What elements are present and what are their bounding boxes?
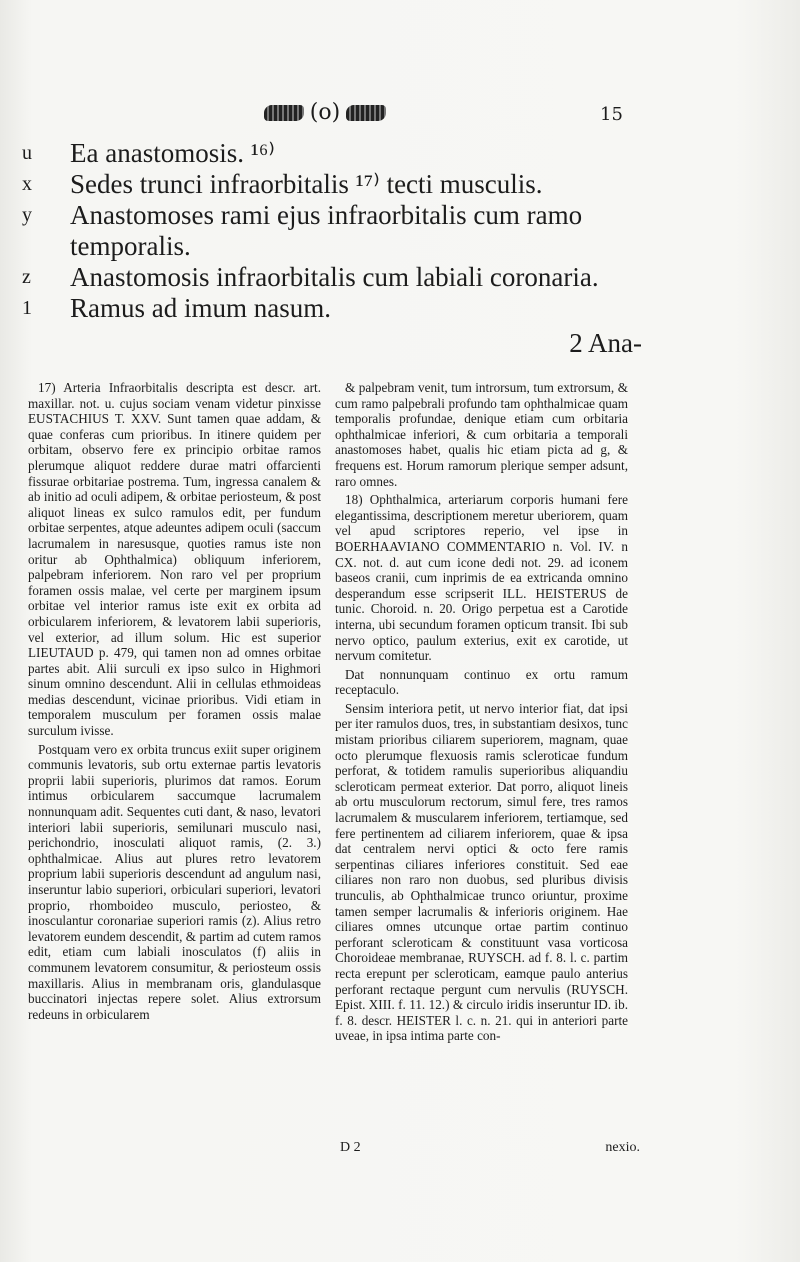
note-paragraph: Postquam vero ex orbita truncus exiit super originem communis levatoris, sub ortu externae partis levatoris proprii labii superioris, plurimos dat ramos. Eorum intimus orbicularem saccumque lacrumalem nonnunquam adit. Sequentes cuti dant, & naso, levatori interiori labii superioris, semilunari musculo nasi, perichondrio, inosculati aliquot ramis, (2. 3.) ophthalmicae. Alius aut plures retro levatorem proprium labii superioris descendunt ad angulum nasi, inseruntur labio superiori, orbiculari superiori, levatori proprio, rhomboideo musculo, periosteo, & inosculantur coronariae superiori ramis (z). Alius retro levatorem eundem descendit, & partim ad cutem ramos edit, etiam cum labiali inosculatos (f) aliis in communem levatorem consumitur, & periosteum ossis maxillaris. Alius in membranam oris, glandulasque buccinatori injectas repere solet. Alius extrorsum redeuns in orbicularem	[28, 741, 321, 1022]
legend-text: Ea anastomosis. ¹⁶⁾	[70, 138, 275, 168]
legend-item	[22, 169, 642, 200]
note-paragraph: & palpebram venit, tum introrsum, tum extrorsum, & cum ramo palpebrali profundo tam ophthalmicae quam temporalis profundae, denique etiam cum orbitaria ophthalmicae inferiori, & cum orbitaria a temporali anastomoses habet, qualis hic etiam picta ad g, & frequens est. Horum ramorum plerique semper adsunt, raro omnes.	[335, 380, 628, 489]
ornament-right-icon	[346, 105, 386, 121]
note-paragraph: Dat nonnunquam continuo ex ortu ramum receptaculo.	[335, 666, 628, 698]
notes-left-column	[28, 380, 321, 1047]
legend-text: Sedes trunci infraorbitalis ¹⁷⁾ tecti musculis.	[70, 169, 543, 199]
page-header	[240, 100, 410, 125]
note-paragraph: Sensim interiora petit, ut nervo interior fiat, dat ipsi per iter ramulos duos, tres, in substantiam desixos, tunc mistam prioribus ciliarem superiorem, magnam, quae octo plerumque flexuosis ramis scleroticae fundum perforat, & totidem ramulis superioribus aliquandiu scleroticam permeat exterior. Dat porro, aliquot lineis ab ortu musculorum rectorum, simul fere, tres ramos lacrumalem & muscularem inferiorem, tertiamque, sed fere pertinentem ad ciliarem inferiorem, quae & ipsa dat centralem nervi optici & octo fere ramis serpentinas ciliares inferiores constituit. Sed eae ciliares non raro non duobus, sed pluribus divisis trunculis, ab Ophthalmicae trunco oriuntur, proxime tamen semper lacrumalis & inferioris originem. Hae ciliares omnes utcunque ortae partim continuo perforant scleroticam & constituunt vasa vorticosa Choroideae membranae, RUYSCH. ad f. 8. l. c. partim recta erepunt per scleroticam, eamque paulo anterius perforant rectaque pergunt cum nervulis (RUYSCH. Epist. XIII. f. 11. 12.) & circulo iridis inseruntur ID. ib. f. 8. descr. HEISTER l. c. n. 21. qui in anteriori parte uveae, in ipsa intima parte con-	[335, 700, 628, 1044]
legend-mark: y	[22, 204, 32, 226]
notes-right-column	[335, 380, 628, 1047]
ornament-left-icon	[264, 105, 304, 121]
catchword-top: 2 Ana-	[569, 328, 642, 358]
legend-item	[22, 200, 642, 262]
header-mark: (o)	[309, 100, 341, 125]
legend-text: Anastomosis infraorbitalis cum labiali coronaria.	[70, 262, 599, 292]
note-paragraph: 17) Arteria Infraorbitalis descripta est descr. art. maxillar. not. u. cujus sociam venam videtur pinxisse EUSTACHIUS T. XXV. Sunt tamen quae addam, & quae conferas cum prioribus. In itinere quidem per orbitam, observo fere ex principio orbitae ramos plerumque aliquot reddere durae matri offarcienti fissurae orbitariae postrema. Tum, ingressa canalem & ab initio ad oculi adipem, & orbitae periosteum, & post aliquot lineas ex sulco ramulos edit, per fundum orbitae serpentes, atque adeuntes adipem oculi (saccum lacrumalem in naresusque, quoties ramus iste non oritur ab Ophthalmica) obliquum inferiorem, palpebram inferiorem. Non raro vel per proprium foramen ossis malae, vel certe per marginem ipsum orbitae vel interior ramus iste exit ex orbita ad orbicularem inferiorem, & levatorem labii superioris, vel exterior, ad illum solum. Hic est superior LIEUTAUD p. 479, qui tamen non ad omnes orbitae partes abit. Alii surculi ex ipso sulco in Highmori sinum omnino descendunt. Alii in cellulas ethmoideas medias descendunt, vicinae prioribus. Vidi etiam in temporalem musculum per foramen ossis malae surculum ivisse.	[28, 380, 321, 739]
signature-mark: D 2	[340, 1140, 361, 1155]
legend-mark: u	[22, 142, 32, 164]
figure-legend	[22, 138, 642, 359]
legend-item	[22, 138, 642, 169]
catchword: nexio.	[605, 1140, 640, 1155]
legend-text: Anastomoses rami ejus infraorbitalis cum ramo temporalis.	[70, 200, 583, 261]
page-footer	[340, 1140, 640, 1156]
legend-item	[22, 293, 642, 324]
legend-mark: 1	[22, 297, 32, 319]
legend-text: Ramus ad imum nasum.	[70, 293, 331, 323]
legend-item	[22, 262, 642, 293]
legend-mark: z	[22, 266, 31, 288]
legend-mark: x	[22, 173, 32, 195]
page-number: 15	[600, 104, 623, 125]
note-paragraph: 18) Ophthalmica, arteriarum corporis humani fere elegantissima, descriptionem meretur uberiorem, quam vel apud scriptores reperio, vel ipse in BOERHAAVIANO COMMENTARIO n. Vol. IV. n CX. not. d. aut cum icone dedi not. 29. ad iconem baseos cranii, cum inprimis de ea extricanda omnino desperandum esse scripserit ILL. HEISTERUS de tunic. Choroid. n. 20. Origo perpetua est a Carotide interna, ubi secundum foramen opticum transit. Ibi sub nervo optico, paulum exterius, exit ex carotide, ut nervum comitetur.	[335, 492, 628, 664]
footnotes	[28, 380, 628, 1047]
